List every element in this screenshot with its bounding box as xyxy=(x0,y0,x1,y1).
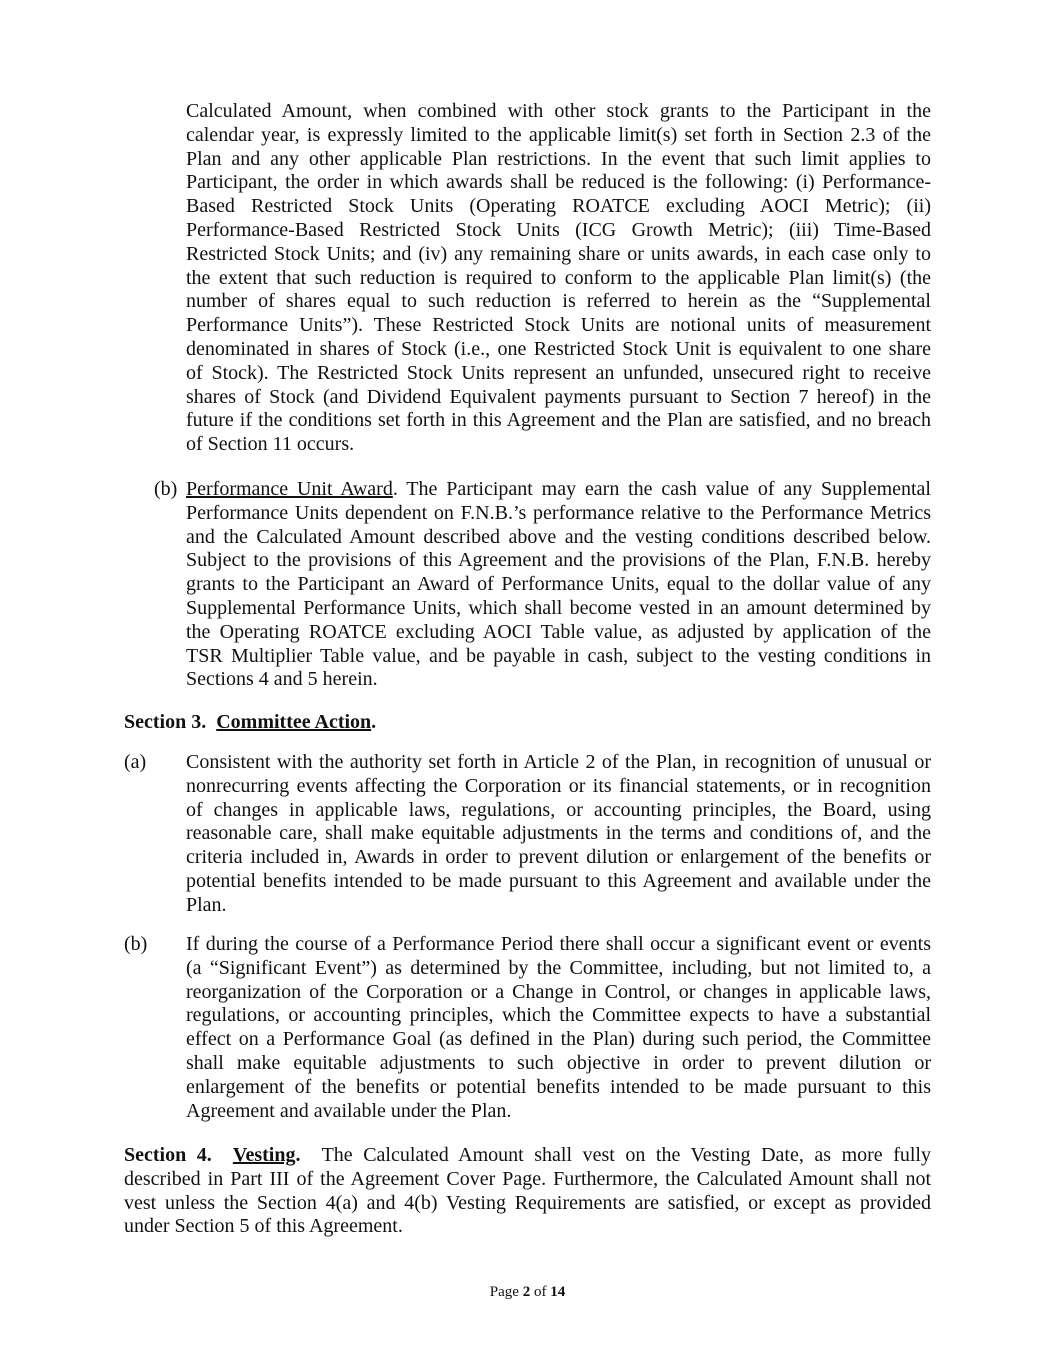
text-line: potential benefits intended to be made pursuant to this Agreement and available under the xyxy=(186,869,931,892)
text-line: of changes in applicable laws, regulations, or accounting principles, the Board, using xyxy=(186,798,931,821)
section-3a-paragraph xyxy=(124,751,931,918)
page-total: 14 xyxy=(550,1284,566,1300)
text-line: Subject to the provisions of this Agreement and the provisions of the Plan, F.N.B. hereby xyxy=(186,549,931,572)
text-line: vest unless the Section 4(a) and 4(b) Vesting Requirements are satisfied, or except as provided xyxy=(124,1191,931,1214)
text-line: of Section 11 occurs. xyxy=(186,433,355,456)
item-label: (b) xyxy=(154,478,178,500)
section-title: Committee Action xyxy=(216,711,372,733)
text-line: Performance Units”). These Restricted Stock Units are notional units of measurement xyxy=(186,314,931,337)
page-label: Page xyxy=(489,1284,519,1300)
text-line: nonrecurring events affecting the Corporation or its financial statements, or in recognition xyxy=(186,774,931,797)
text-line: number of shares equal to such reduction is referred to herein as the “Supplemental xyxy=(186,290,931,313)
section-number: Section 4. xyxy=(124,1144,212,1166)
text-line: Performance-Based Restricted Stock Units (ICG Growth Metric); (iii) Time-Based xyxy=(186,218,931,241)
page-number: 2 xyxy=(522,1284,531,1300)
item-heading: Performance Unit Award xyxy=(186,478,393,500)
text-fragment: The Calculated Amount shall vest on the Vesting Date, as more fully xyxy=(321,1144,931,1166)
text-fragment: . xyxy=(371,711,377,733)
text-line: the extent that such reduction is required to conform to the applicable Plan limit(s) (the xyxy=(186,266,931,289)
text-line: Restricted Stock Units; and (iv) any remaining share or units awards, in each case only to xyxy=(186,242,931,265)
text-line: TSR Multiplier Table value, and be payable in cash, subject to the vesting conditions in xyxy=(186,644,931,667)
section-2b-paragraph xyxy=(124,478,931,692)
text-line: Participant, the order in which awards shall be reduced is the following: (i) Performance- xyxy=(186,171,931,194)
paragraph-lines xyxy=(186,751,931,918)
text-line: Plan. xyxy=(186,893,227,916)
item-label: (b) xyxy=(124,933,148,955)
section-3-heading xyxy=(124,711,931,735)
text-line: reasonable care, shall make equitable adjustments in the terms and conditions of, and the xyxy=(186,822,931,845)
text-line: reorganization of the Corporation or a Change in Control, or changes in applicable laws, xyxy=(186,980,931,1003)
text-line: described in Part III of the Agreement Cover Page. Furthermore, the Calculated Amount shall not xyxy=(124,1167,931,1190)
paragraph-lines xyxy=(186,502,931,692)
item-label: (a) xyxy=(124,751,147,773)
text-line xyxy=(186,478,931,502)
text-line: Sections 4 and 5 herein. xyxy=(186,668,378,691)
text-line: Plan and any other applicable Plan restrictions. In the event that such limit applies to xyxy=(186,147,931,170)
paragraph-lines xyxy=(124,1168,931,1239)
paragraph-lines xyxy=(186,933,931,1123)
text-line: Performance Units dependent on F.N.B.’s performance relative to the Performance Metrics xyxy=(186,501,931,524)
section-title: Vesting xyxy=(232,1144,296,1166)
section-2a-continuation xyxy=(124,100,931,457)
text-line: of Stock). The Restricted Stock Units represent an unfunded, unsecured right to receive xyxy=(186,361,931,384)
text-line: Based Restricted Stock Units (Operating ROATCE excluding AOCI Metric); (ii) xyxy=(186,195,931,218)
text-line xyxy=(124,1144,931,1168)
text-line: (a “Significant Event”) as determined by the Committee, including, but not limited to, a xyxy=(186,956,931,979)
text-line: Calculated Amount, when combined with other stock grants to the Participant in the xyxy=(186,100,931,122)
text-line: If during the course of a Performance Period there shall occur a significant event or events xyxy=(186,933,931,955)
text-line: shares of Stock (and Dividend Equivalent payments pursuant to Section 7 hereof) in the xyxy=(186,385,931,408)
text-line: enlargement of the benefits or potential benefits intended to be made pursuant to this xyxy=(186,1075,931,1098)
text-line: the Operating ROATCE excluding AOCI Table value, as adjusted by application of the xyxy=(186,620,931,643)
text-line: regulations, or accounting principles, which the Committee expects to have a substantial xyxy=(186,1004,931,1027)
text-line: Consistent with the authority set forth in Article 2 of the Plan, in recognition of unusual or xyxy=(186,751,931,773)
text-line: grants to the Participant an Award of Performance Units, equal to the dollar value of any xyxy=(186,573,931,596)
text-line: Agreement and available under the Plan. xyxy=(186,1099,512,1122)
text-line: Supplemental Performance Units, which shall become vested in an amount determined by xyxy=(186,596,931,619)
text-fragment: . The Participant may earn the cash value of any Supplemental xyxy=(392,478,931,500)
text-line: under Section 5 of this Agreement. xyxy=(124,1215,403,1238)
page-of-label: of xyxy=(533,1284,547,1300)
text-fragment: . xyxy=(295,1144,301,1166)
page-footer xyxy=(0,1284,1055,1301)
text-line: denominated in shares of Stock (i.e., one Restricted Stock Unit is equivalent to one share xyxy=(186,337,931,360)
section-number: Section 3. xyxy=(124,711,207,733)
text-line: and the Calculated Amount described above and the vesting conditions described below. xyxy=(186,525,931,548)
text-line: criteria included in, Awards in order to prevent dilution or enlargement of the benefits or xyxy=(186,846,931,869)
text-line: shall make equitable adjustments to such objective in order to prevent dilution or xyxy=(186,1051,931,1074)
text-line: effect on a Performance Goal (as defined in the Plan) during such period, the Committee xyxy=(186,1028,931,1051)
text-line: calendar year, is expressly limited to the applicable limit(s) set forth in Section 2.3 of the xyxy=(186,123,931,146)
text-line: future if the conditions set forth in this Agreement and the Plan are satisfied, and no breach xyxy=(186,409,931,432)
section-3b-paragraph xyxy=(124,933,931,1123)
section-4-paragraph xyxy=(124,1144,931,1239)
